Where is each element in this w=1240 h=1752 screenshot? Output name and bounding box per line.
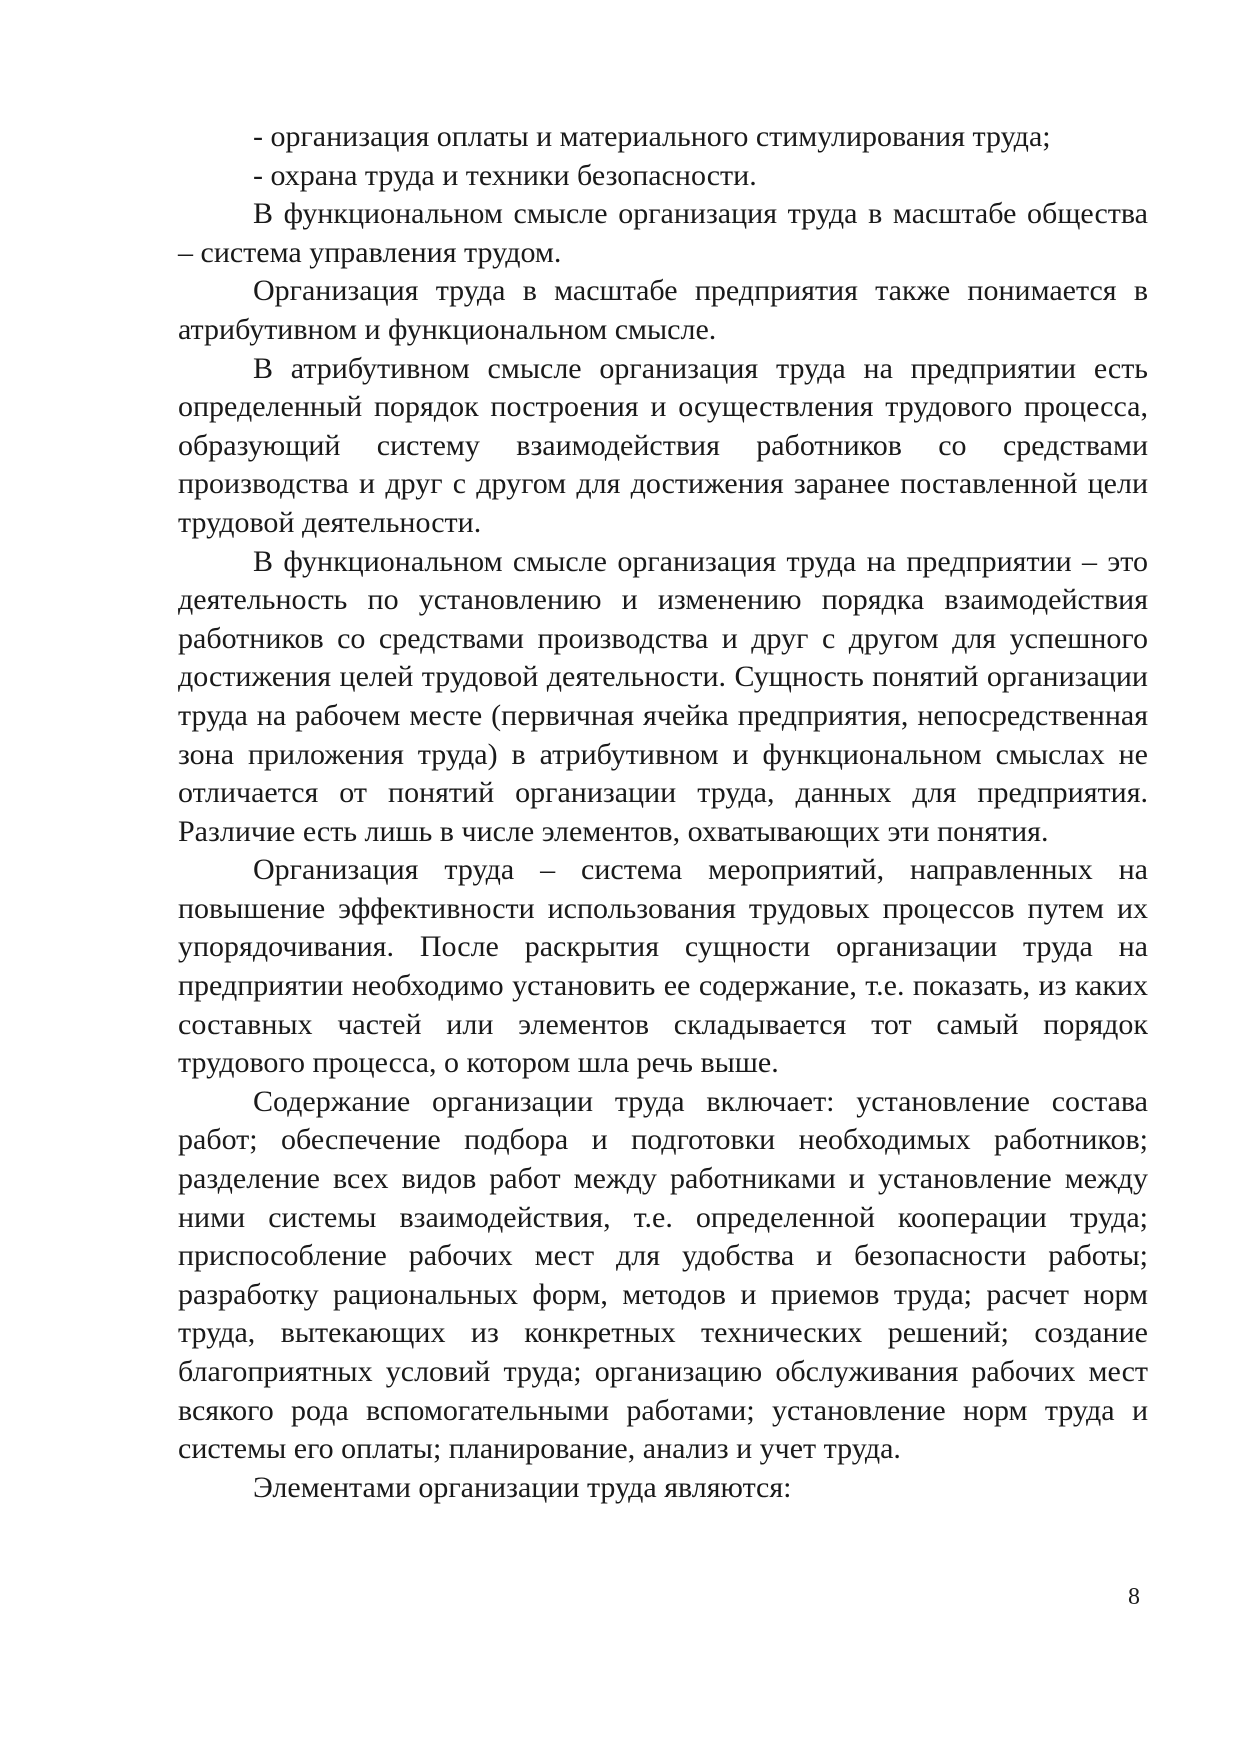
paragraph-attributive-enterprise: В атрибутивном смысле организация труда на предприятии есть определенный порядок построения и осуществления трудового процесса, образующий систему взаимодействия работников со средствами производства и друг с другом для достижения заранее поставленной цели трудовой деятельности. bbox=[178, 351, 1148, 539]
list-item-labor-payment: - организация оплаты и материального стимулирования труда; bbox=[253, 120, 1051, 153]
paragraph-labor-organization-content: Содержание организации труда включает: установление состава работ; обеспечение подбора и подготовки необходимых работников; разделение всех видов работ между работниками и установление между ними системы взаимодействия, т.е. определенной кооперации труда; приспособление рабочих мест для удобства и безопасности работы; разработку рациональных форм, методов и приемов труда; расчет норм труда, вытекающих из конкретных технических решений; создание благоприятных условий труда; организацию обслуживания рабочих мест всякого рода вспомогательными работами; установление норм труда и системы его оплаты; планирование, анализ и учет труда. bbox=[178, 1084, 1148, 1466]
list-item-labor-safety: - охрана труда и техники безопасности. bbox=[253, 158, 757, 192]
paragraph-functional-society: В функциональном смысле организация труда в масштабе общества – система управления трудом. bbox=[178, 197, 1148, 269]
page-number: 8 bbox=[1128, 1584, 1140, 1610]
paragraph-labor-organization-definition: Организация труда – система мероприятий, направленных на повышение эффективности использования трудовых процессов путем их упорядочивания. После раскрытия сущности организации труда на предприятии необходимо установить ее содержание, т.е. показать, из каких составных частей или элементов складывается тот самый порядок трудового процесса, о котором шла речь выше. bbox=[178, 853, 1148, 1080]
page-body bbox=[178, 118, 1148, 1507]
paragraph-functional-enterprise: В функциональном смысле организация труда на предприятии – это деятельность по установлению и изменению порядка взаимодействия работников со средствами производства и друг с другом для успешного достижения целей трудовой деятельности. Сущность понятий организации труда на рабочем месте (первичная ячейка предприятия, непосредственная зона приложения труда) в атрибутивном и функциональном смыслах не отличается от понятий организации труда, данных для предприятия. Различие есть лишь в числе элементов, охватывающих эти понятия. bbox=[178, 544, 1148, 848]
paragraph-enterprise-meaning: Организация труда в масштабе предприятия также понимается в атрибутивном и функциональном смысле. bbox=[178, 274, 1148, 346]
paragraph-elements-intro: Элементами организации труда являются: bbox=[253, 1470, 792, 1504]
